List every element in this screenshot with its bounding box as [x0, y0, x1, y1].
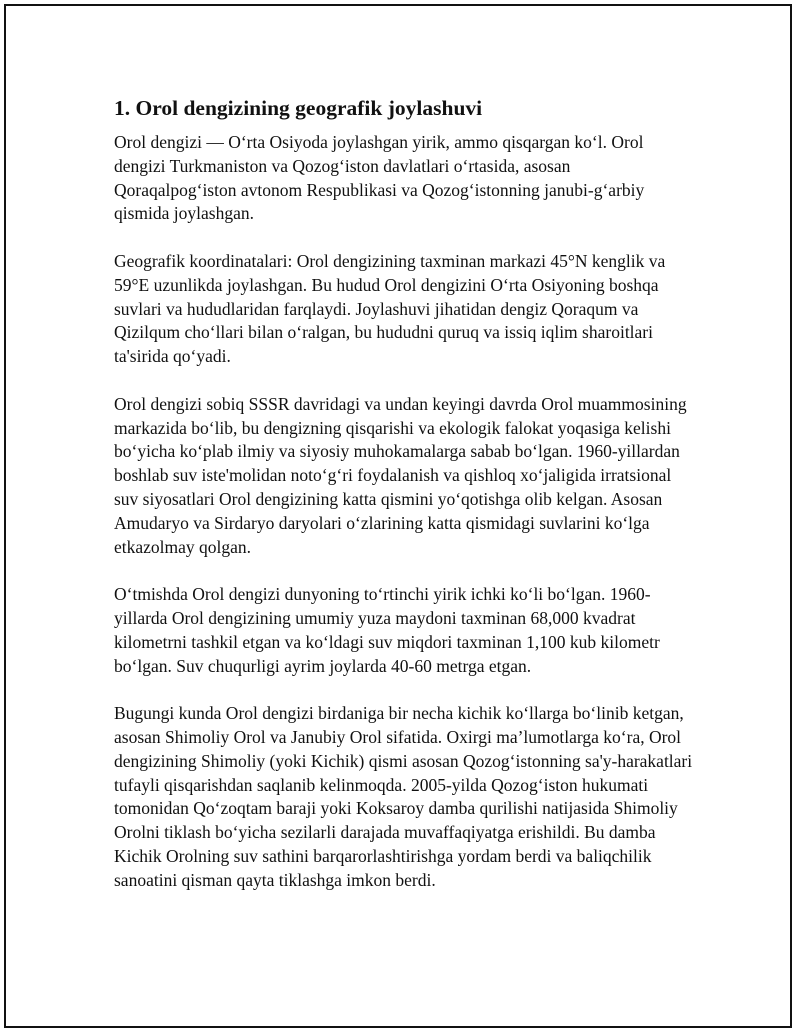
paragraph-past-size: O‘tmishda Orol dengizi dunyoning to‘rtinchi yirik ichki ko‘li bo‘lgan. 1960-yillarda Orol dengizining umumiy yuza maydoni taxminan 68,000 kvadrat kilometrni tashkil etgan va ko‘ldagi suv miqdori taxminan 1,100 kub kilometr bo‘lgan. Suv chuqurligi ayrim joylarda 40-60 metrga etgan.	[114, 584, 660, 676]
paragraph-intro: Orol dengizi — O‘rta Osiyoda joylashgan yirik, ammo qisqargan ko‘l. Orol dengizi Turkmaniston va Qozog‘iston davlatlari o‘rtasida, asosan Qoraqalpog‘iston avtonom Respublikasi va Qozog‘istonning janubi-g‘arbiy qismida joylashgan.	[114, 132, 645, 224]
paragraph-ussr-history: Orol dengizi sobiq SSSR davridagi va undan keyingi davrda Orol muammosining markazida bo‘lib, bu dengizning qisqarishi va ekologik falokat yoqasiga kelishi bo‘yicha ko‘plab ilmiy va siyosiy muhokamalarga sabab bo‘lgan. 1960-yillardan boshlab suv iste'molidan noto‘g‘ri foydalanish va qishloq xo‘jaligida irratsional suv siyosatlari Orol dengizining katta qismini yo‘qotishga olib kelgan. Asosan Amudaryo va Sirdaryo daryolari o‘zlarining katta qismidagi suvlarini ko‘lga etkazolmay qolgan.	[114, 393, 687, 557]
document-body	[114, 95, 694, 916]
paragraph-today: Bugungi kunda Orol dengizi birdaniga bir necha kichik ko‘llarga bo‘linib ketgan, asosan Shimoliy Orol va Janubiy Orol sifatida. Oxirgi ma’lumotlarga ko‘ra, Orol dengizining Shimoliy (yoki Kichik) qismi asosan Qozog‘istonning sa'y-harakatlari tufayli qisqarishdan saqlanib kelinmoqda. 2005-yilda Qozog‘iston hukumati tomonidan Qo‘zoqtam baraji yoki Koksaroy damba qurilishi natijasida Shimoliy Orolni tiklash bo‘yicha sezilarli darajada muvaffaqiyatga erishildi. Bu damba Kichik Orolning suv sathini barqarorlashtirishga yordam berdi va baliqchilik sanoatini qisman qayta tiklashga imkon berdi.	[114, 703, 693, 890]
paragraph-coordinates: Geografik koordinatalari: Orol dengizining taxminan markazi 45°N kenglik va 59°E uzunlikda joylashgan. Bu hudud Orol dengizini O‘rta Osiyoning boshqa suvlari va hududlaridan farqlaydi. Joylashuvi jihatidan dengiz Qoraqum va Qizilqum cho‘llari bilan o‘ralgan, bu hududni quruq va issiq iqlim sharoitlari ta'sirida qo‘yadi.	[114, 250, 666, 367]
section-heading: 1. Orol dengizining geografik joylashuvi	[114, 96, 483, 120]
